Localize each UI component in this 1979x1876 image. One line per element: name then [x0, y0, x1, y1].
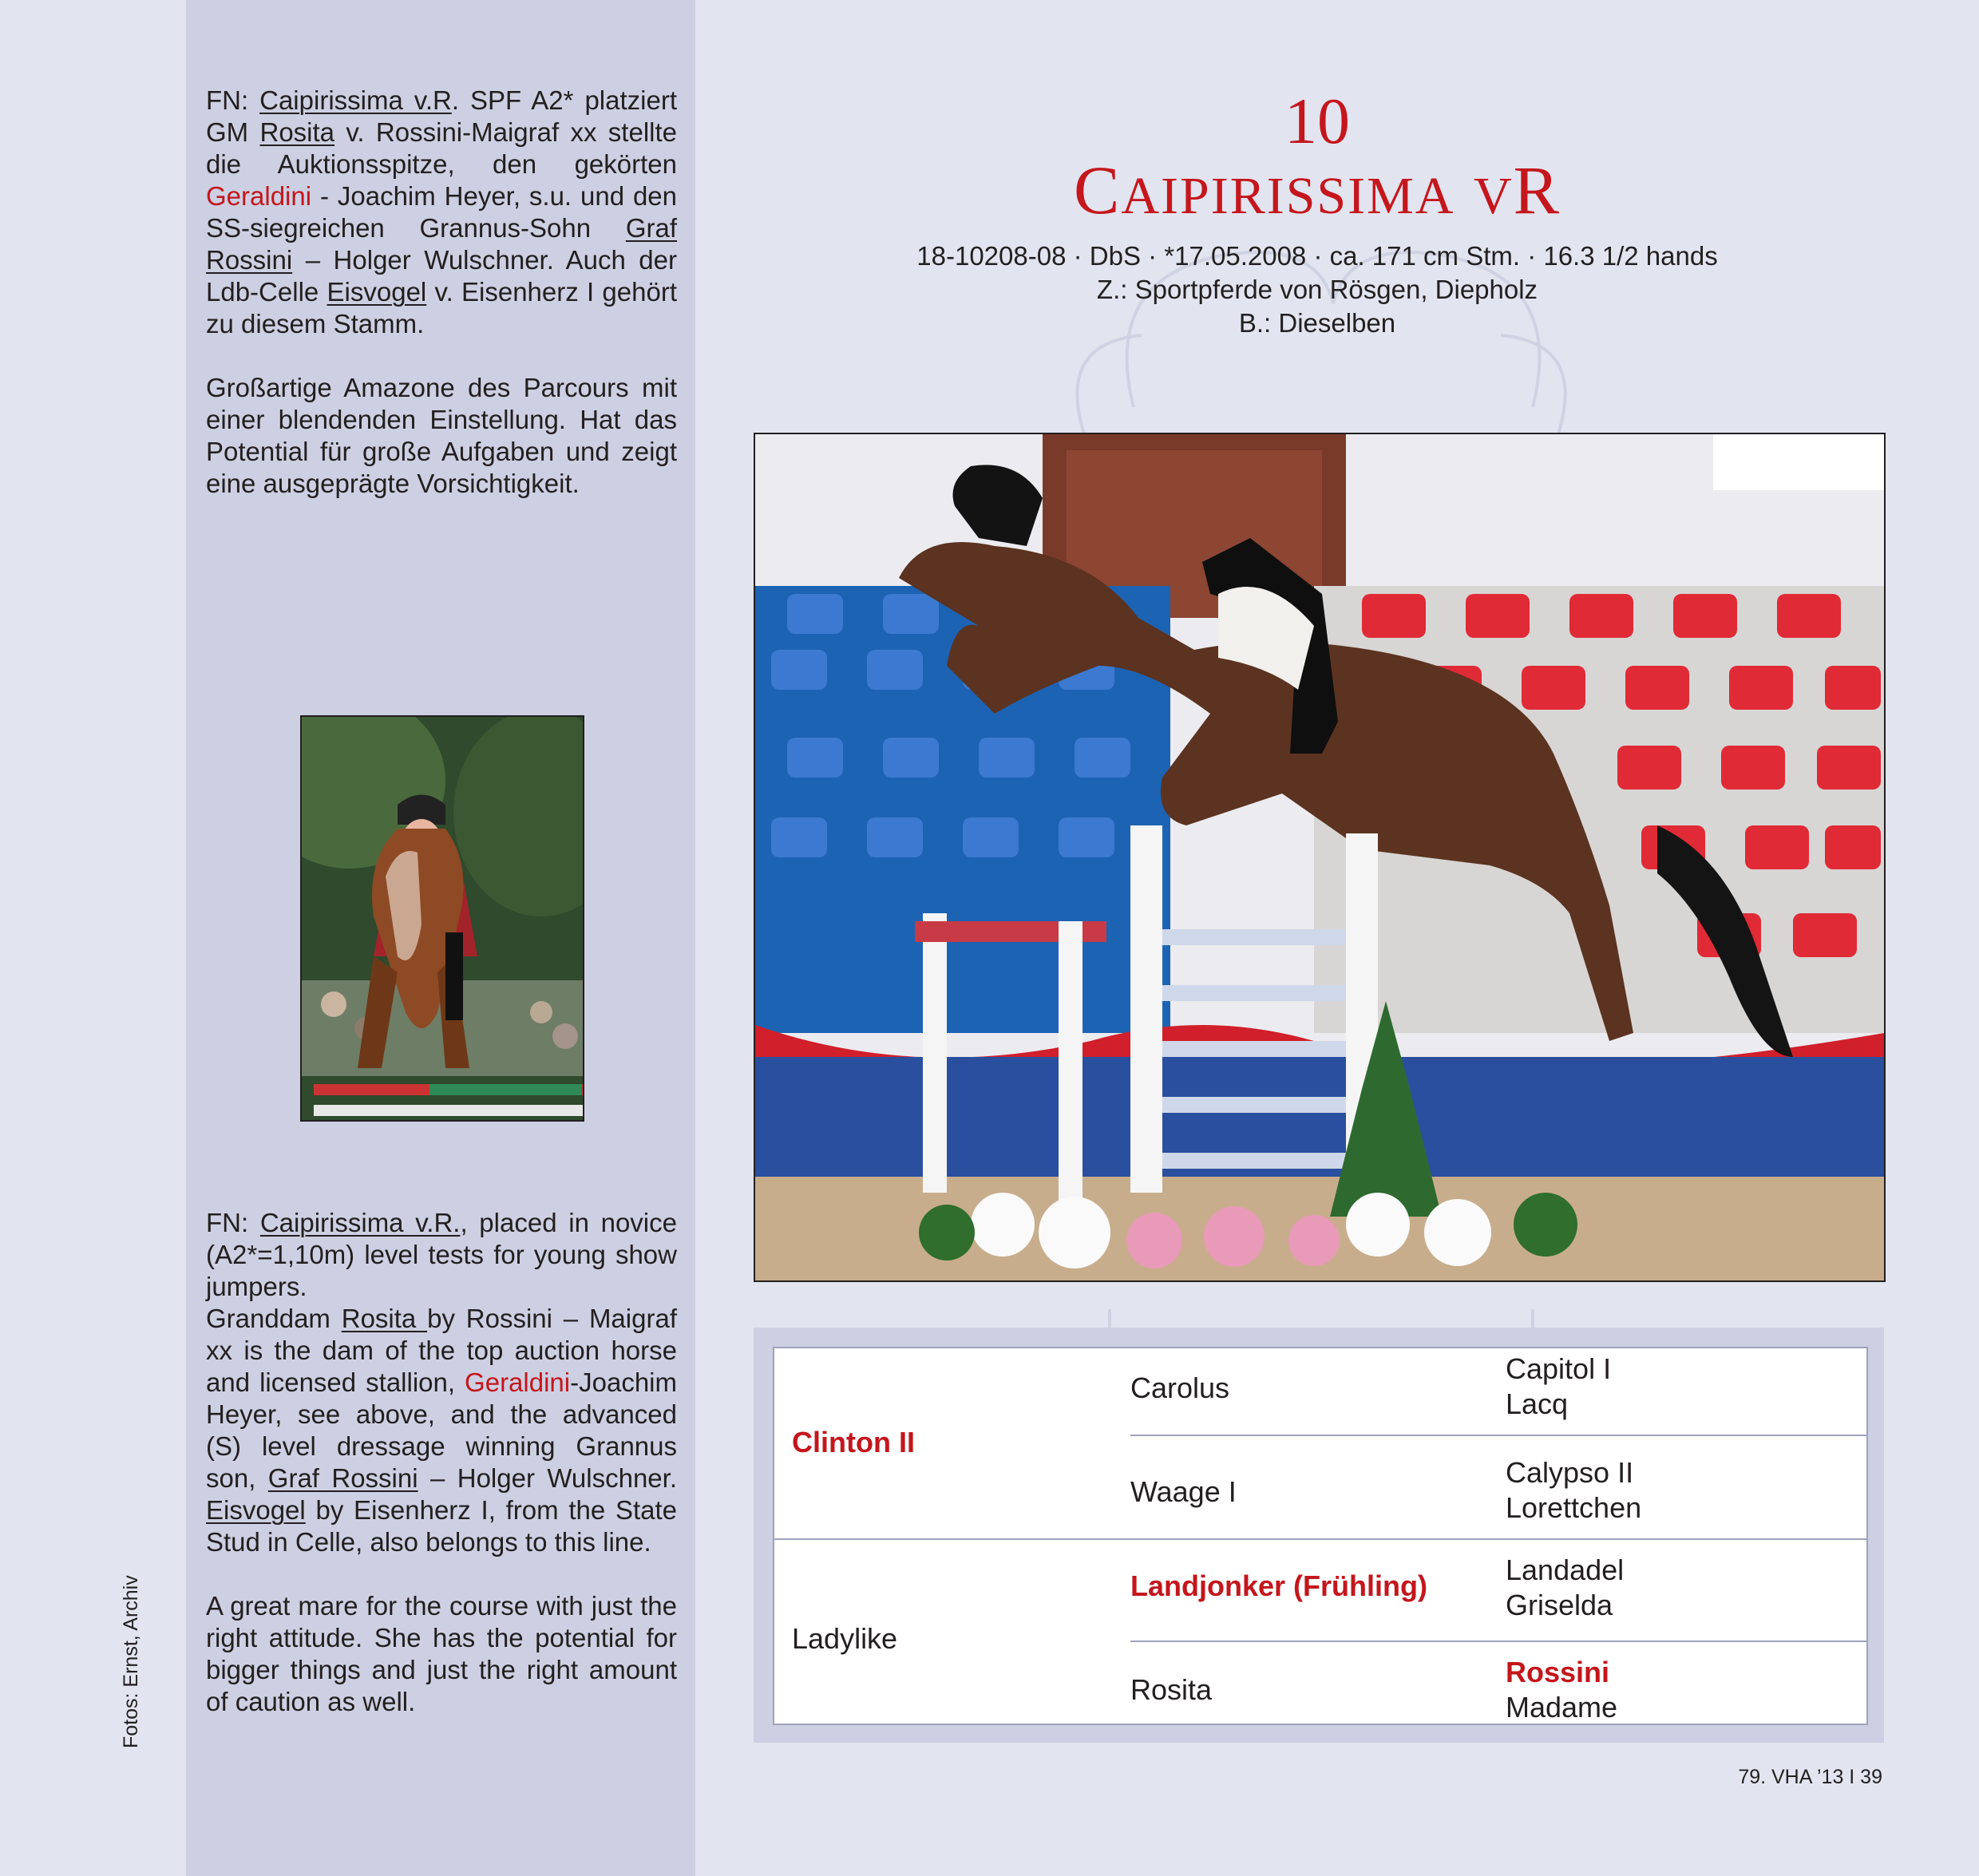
- pedigree-divider-sire: [1130, 1435, 1866, 1436]
- german-description: [206, 85, 677, 500]
- owner-line: B.: Dieselben: [1238, 308, 1396, 338]
- link-rosita: Rosita: [259, 117, 335, 147]
- breeder-line: Z.: Sportpferde von Rösgen, Diepholz: [1096, 275, 1538, 304]
- horse-name: CAIPIRISSIMA VR: [1074, 152, 1561, 228]
- pedigree-ddd: Madame: [1506, 1691, 1618, 1724]
- pedigree-divider-dam: [1130, 1641, 1866, 1642]
- lot-number: 10: [1284, 85, 1350, 157]
- pedigree-panel: [754, 1328, 1884, 1743]
- english-paragraph-2: Granddam Rosita by Rossini – Maigraf xx is the dam of the top auction horse and licensed stallion, Geraldini-Joachim Heyer, see above, and the advanced (S) level dressage winning Grannus son, Graf Rossini – Holger Wulschner. Eisvogel by Eisenherz I, from the State Stud in Celle, also belongs to this line.: [206, 1304, 677, 1557]
- archive-photo-illustration: [302, 717, 583, 1120]
- pedigree-sire-dam: Waage I: [1130, 1475, 1237, 1508]
- pedigree-dsd: Griselda: [1506, 1589, 1613, 1621]
- link-eisvogel: Eisvogel: [327, 277, 427, 307]
- german-paragraph-2: Großartige Amazone des Parcours mit einer blendenden Einstellung. Hat das Potential für große Aufgaben und zeigt eine ausgeprägte Vorsichtigkeit.: [206, 373, 677, 498]
- pedigree-dds: Rossini: [1506, 1656, 1610, 1688]
- highlight-geraldini: Geraldini: [206, 181, 312, 211]
- pedigree-sdd: Lorettchen: [1506, 1491, 1642, 1524]
- pedigree-dam-sire: Landjonker (Frühling): [1130, 1569, 1427, 1602]
- pedigree-ssd: Lacq: [1506, 1387, 1569, 1420]
- pedigree-sss: Capitol I: [1506, 1352, 1612, 1385]
- registration-line: 18-10208-08 · DbS · *17.05.2008 · ca. 171 cm Stm. · 16.3 1/2 hands: [916, 241, 1718, 271]
- link-graf-rossini: Graf Rossini: [206, 213, 677, 275]
- german-paragraph-1: FN: Caipirissima v.R. SPF A2* platziert GM Rosita v. Rossini-Maigraf xx stellte die Auktionsspitze, den gekörten Geraldini - Joachim Heyer, s.u. und den SS-siegreichen Grannus-Sohn Graf Rossini – Holger Wulschner. Auch der Ldb-Celle Eisvogel v. Eisenherz I gehört zu diesem Stamm.: [206, 85, 678, 338]
- link-eisvogel-en: Eisvogel: [206, 1495, 306, 1525]
- highlight-geraldini-en: Geraldini: [465, 1367, 571, 1397]
- pedigree-divider-main: [774, 1538, 1866, 1540]
- pedigree-dam: Ladylike: [792, 1622, 898, 1655]
- pedigree-sire-sire: Carolus: [1130, 1371, 1230, 1404]
- pedigree-table: [773, 1347, 1868, 1725]
- link-rosita-en: Rosita: [341, 1304, 428, 1333]
- archive-photo-rider: [300, 715, 584, 1122]
- main-photo-illustration: [755, 434, 1884, 1280]
- main-photo-jumping: [754, 433, 1886, 1282]
- link-caipirissima: Caipirissima v.R: [259, 85, 452, 115]
- english-paragraph-3: A great mare for the course with just the right attitude. She has the potential for bigger things and just the right amount of caution as well.: [206, 1591, 677, 1716]
- pedigree-dam-dam: Rosita: [1130, 1673, 1213, 1706]
- english-description: [206, 1207, 677, 1718]
- horse-details: [798, 239, 1836, 340]
- pedigree-dss: Landadel: [1506, 1553, 1625, 1586]
- photo-credit: Fotos: Ernst, Archiv: [120, 1575, 142, 1748]
- english-paragraph-1: FN: Caipirissima v.R., placed in novice (A2*=1,10m) level tests for young show jumpers.: [206, 1208, 677, 1301]
- page-number: 79. VHA ’13 I 39: [1738, 1766, 1882, 1788]
- link-graf-rossini-en: Graf Rossini: [267, 1463, 418, 1493]
- pedigree-sds: Calypso II: [1506, 1456, 1634, 1489]
- pedigree-sire: Clinton II: [792, 1426, 915, 1458]
- link-caipirissima-en: Caipirissima v.R.: [259, 1208, 461, 1237]
